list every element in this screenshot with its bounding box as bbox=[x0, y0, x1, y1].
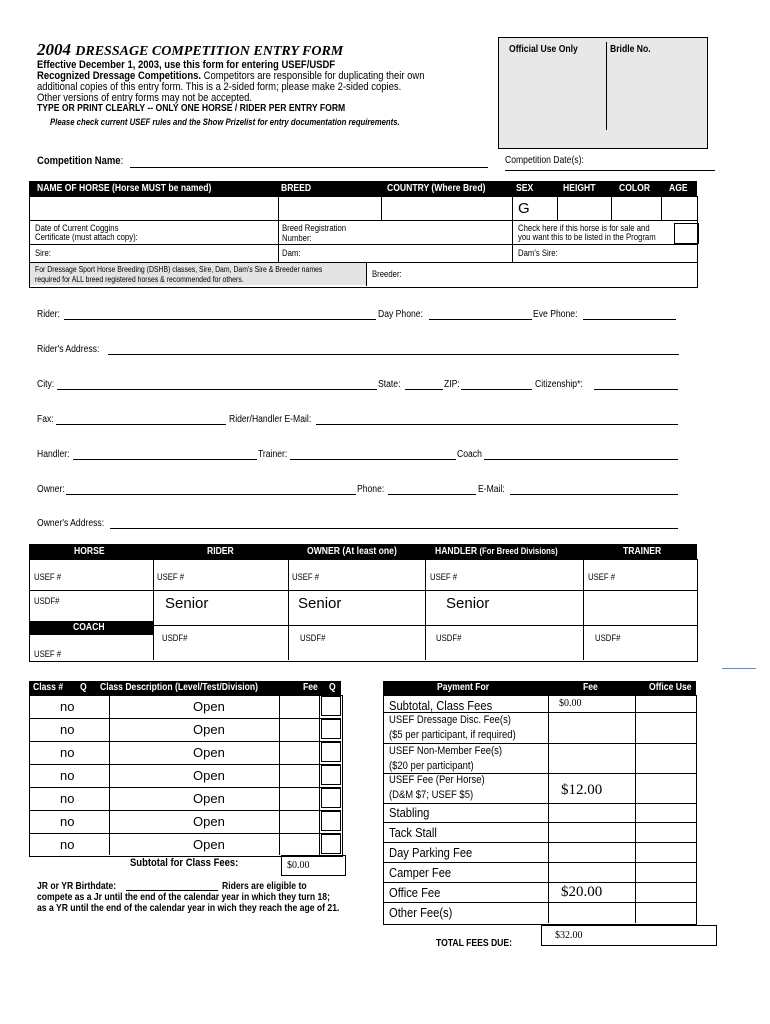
handler-usdf-label: USDF# bbox=[436, 633, 462, 643]
day-phone-label: Day Phone: bbox=[378, 309, 423, 320]
class-subtotal-value: $0.00 bbox=[287, 860, 310, 871]
city-field[interactable] bbox=[57, 389, 377, 390]
breeder-label: Breeder: bbox=[372, 269, 402, 279]
class-number[interactable]: no bbox=[60, 837, 75, 852]
class-q-checkbox[interactable] bbox=[321, 811, 341, 831]
form-title-text: DRESSAGE COMPETITION ENTRY FORM bbox=[75, 44, 344, 59]
email-field[interactable] bbox=[316, 424, 678, 425]
day-phone-field[interactable] bbox=[429, 319, 532, 320]
pay-col-divider-2 bbox=[635, 695, 636, 923]
email-label: Rider/Handler E-Mail: bbox=[229, 414, 312, 425]
fax-label: Fax: bbox=[37, 414, 54, 425]
pay-camper-label: Camper Fee bbox=[389, 865, 452, 880]
citizenship-field[interactable] bbox=[594, 389, 678, 390]
intro-line-3: additional copies of this entry form. This is a 2-sided form; please make 2-sided copies. bbox=[37, 81, 402, 93]
state-label: State: bbox=[378, 379, 401, 390]
payment-row-divider bbox=[383, 882, 696, 883]
horse-header bbox=[29, 181, 697, 196]
class-row-divider bbox=[29, 764, 341, 765]
form-title bbox=[37, 40, 343, 60]
birthdate-field[interactable] bbox=[126, 890, 218, 891]
horse-col-divider-4 bbox=[557, 196, 558, 220]
member-col-divider-1 bbox=[153, 559, 154, 660]
member-col-divider-2 bbox=[288, 559, 289, 660]
pay-usef-label-1: USEF Fee (Per Horse) bbox=[389, 774, 485, 786]
pay-nonmember-label-2: ($20 per participant) bbox=[389, 760, 474, 772]
class-col-divider-3 bbox=[319, 695, 320, 855]
payment-row-divider bbox=[383, 743, 696, 744]
competition-name-label: Competition Name: bbox=[37, 155, 124, 167]
class-q-checkbox[interactable] bbox=[321, 834, 341, 854]
intro-line-5: TYPE OR PRINT CLEARLY -- ONLY ONE HORSE / RIDER PER ENTRY FORM bbox=[37, 103, 346, 114]
class-row-divider bbox=[29, 787, 341, 788]
handler-member-col: HANDLER (For Breed Divisions) bbox=[435, 546, 558, 557]
city-label: City: bbox=[37, 379, 55, 390]
class-description[interactable]: Open bbox=[193, 837, 225, 852]
intro-line-1: Effective December 1, 2003, use this form for entering USEF/USDF bbox=[37, 59, 336, 71]
horse-name-col: NAME OF HORSE (Horse MUST be named) bbox=[37, 183, 212, 194]
class-fee-col: Fee bbox=[303, 682, 318, 693]
birthdate-note-2: compete as a Jr until the end of the calendar year in which they turn 18; bbox=[37, 892, 330, 903]
handler-field[interactable] bbox=[73, 459, 257, 460]
pay-disc-label-1: USEF Dressage Disc. Fee(s) bbox=[389, 714, 511, 726]
intro-line-2: Recognized Dressage Competitions. Competitors are responsible for duplicating their own bbox=[37, 70, 425, 82]
dshb-note-1: For Dressage Sport Horse Breeding (DSHB) classes, Sire, Dam, Dam's Sire & Breeder names bbox=[35, 265, 323, 274]
class-number[interactable]: no bbox=[60, 699, 75, 714]
rider-field[interactable] bbox=[64, 319, 376, 320]
for-sale-label-1: Check here if this horse is for sale and bbox=[518, 223, 650, 233]
rider-label: Rider: bbox=[37, 309, 60, 320]
class-num-col: Class # bbox=[33, 682, 64, 693]
pay-office-value: $20.00 bbox=[561, 884, 603, 900]
membership-header bbox=[29, 544, 697, 559]
pay-stabling-label: Stabling bbox=[389, 805, 430, 820]
rider-member-col: RIDER bbox=[207, 546, 234, 557]
zip-field[interactable] bbox=[461, 389, 532, 390]
payment-row-divider bbox=[383, 902, 696, 903]
class-q-checkbox[interactable] bbox=[321, 765, 341, 785]
class-number[interactable]: no bbox=[60, 722, 75, 737]
coach-usef-label: USEF # bbox=[34, 649, 62, 659]
riders-address-field[interactable] bbox=[108, 354, 679, 355]
horse-col-divider-2 bbox=[381, 196, 382, 220]
payment-row-divider bbox=[383, 822, 696, 823]
member-row-divider-2 bbox=[153, 625, 697, 626]
age-col: AGE bbox=[669, 183, 688, 194]
payment-row-divider bbox=[383, 803, 696, 804]
zip-label: ZIP: bbox=[444, 379, 460, 390]
payment-header bbox=[383, 681, 696, 695]
owner-field[interactable] bbox=[66, 494, 356, 495]
class-description[interactable]: Open bbox=[193, 699, 225, 714]
class-description[interactable]: Open bbox=[193, 814, 225, 829]
coach-col: COACH bbox=[73, 622, 105, 633]
class-number[interactable]: no bbox=[60, 814, 75, 829]
coach-header bbox=[29, 621, 153, 635]
pay-office-label: Office Fee bbox=[389, 885, 441, 900]
horse-col-divider-1 bbox=[278, 196, 279, 262]
pay-subtotal-label: Subtotal, Class Fees bbox=[389, 698, 493, 713]
class-q-checkbox[interactable] bbox=[321, 719, 341, 739]
competition-dates-label: Competition Date(s): bbox=[505, 155, 584, 166]
email2-label: E-Mail: bbox=[478, 484, 505, 495]
class-number[interactable]: no bbox=[60, 745, 75, 760]
rider-status-value[interactable]: Senior bbox=[165, 595, 209, 612]
handler-usef-label: USEF # bbox=[430, 572, 458, 582]
class-row-divider bbox=[29, 810, 341, 811]
horse-col-divider-7 bbox=[366, 262, 367, 286]
horse-sex-value[interactable]: G bbox=[518, 200, 530, 217]
breed-reg-label-1: Breed Registration bbox=[282, 223, 347, 233]
trainer-member-col: TRAINER bbox=[623, 546, 662, 557]
class-number[interactable]: no bbox=[60, 768, 75, 783]
member-col-divider-3 bbox=[425, 559, 426, 660]
handler-status-value[interactable]: Senior bbox=[446, 595, 490, 612]
class-q-col: Q bbox=[80, 682, 87, 693]
class-q-checkbox[interactable] bbox=[321, 742, 341, 762]
member-row-divider-1 bbox=[29, 590, 697, 591]
trainer-usdf-label: USDF# bbox=[595, 633, 621, 643]
fax-field[interactable] bbox=[56, 424, 226, 425]
intro-line-4: Other versions of entry forms may not be accepted. bbox=[37, 92, 253, 104]
pay-tack-label: Tack Stall bbox=[389, 825, 437, 840]
pay-usef-label-2: (D&M $7; USEF $5) bbox=[389, 789, 474, 801]
owner-label: Owner: bbox=[37, 484, 65, 495]
intro-line-6: Please check current USEF rules and the Show Prizelist for entry documentation requirements. bbox=[50, 117, 400, 127]
birthdate-eligible: Riders are eligible to bbox=[222, 881, 307, 892]
class-desc-col: Class Description (Level/Test/Division) bbox=[100, 682, 259, 693]
breed-reg-label-2: Number: bbox=[282, 233, 312, 243]
pay-col-divider-1 bbox=[548, 695, 549, 923]
coach-label: Coach bbox=[457, 449, 482, 460]
class-q2-col: Q bbox=[329, 682, 336, 693]
class-q-checkbox[interactable] bbox=[321, 788, 341, 808]
official-divider bbox=[606, 42, 607, 130]
classes-header bbox=[29, 681, 341, 695]
payment-row-divider bbox=[383, 862, 696, 863]
total-label: TOTAL FEES DUE: bbox=[436, 938, 512, 949]
payment-office-col: Office Use bbox=[649, 682, 692, 693]
horse-row-divider-2 bbox=[29, 244, 697, 245]
horse-col-divider-5 bbox=[611, 196, 612, 220]
horse-col-divider-3 bbox=[512, 196, 513, 262]
horse-usdf-label: USDF# bbox=[34, 596, 60, 606]
horse-row-divider-1 bbox=[29, 220, 697, 221]
height-col: HEIGHT bbox=[563, 183, 596, 194]
owner-phone-field[interactable] bbox=[388, 494, 476, 495]
trainer-usef-label: USEF # bbox=[588, 572, 616, 582]
owner-member-col: OWNER (At least one) bbox=[307, 546, 397, 557]
coggins-label-1: Date of Current Coggins bbox=[35, 223, 119, 233]
rider-usef-label: USEF # bbox=[157, 572, 185, 582]
class-description[interactable]: Open bbox=[193, 722, 225, 737]
bridle-label: Bridle No. bbox=[610, 44, 651, 55]
coach-field[interactable] bbox=[484, 459, 678, 460]
class-row-divider bbox=[29, 833, 341, 834]
pay-disc-label-2: ($5 per participant, if required) bbox=[389, 729, 516, 741]
class-description[interactable]: Open bbox=[193, 791, 225, 806]
horse-col-divider-6 bbox=[661, 196, 662, 220]
breed-col: BREED bbox=[281, 183, 312, 194]
competition-dates-field[interactable] bbox=[505, 170, 715, 171]
dshb-note-2: required for ALL breed registered horses & recommended for others. bbox=[35, 275, 244, 284]
pay-subtotal-value: $0.00 bbox=[559, 698, 582, 709]
payment-fee-col: Fee bbox=[583, 682, 598, 693]
coggins-label-2: Certificate (must attach copy): bbox=[35, 232, 138, 242]
birthdate-note-3: as a YR until the end of the calendar year in wich they reach the age of 21. bbox=[37, 903, 340, 914]
pay-usef-value: $12.00 bbox=[561, 782, 603, 798]
horse-usef-label: USEF # bbox=[34, 572, 62, 582]
owner-usef-label: USEF # bbox=[292, 572, 320, 582]
class-number[interactable]: no bbox=[60, 791, 75, 806]
citizenship-label: Citizenship*: bbox=[535, 379, 583, 390]
state-field[interactable] bbox=[405, 389, 443, 390]
class-q-checkbox[interactable] bbox=[321, 696, 341, 716]
trainer-label: Trainer: bbox=[258, 449, 288, 460]
pay-other-label: Other Fee(s) bbox=[389, 905, 453, 920]
owner-usdf-label: USDF# bbox=[300, 633, 326, 643]
class-row-divider bbox=[29, 741, 341, 742]
owners-address-label: Owner's Address: bbox=[37, 518, 105, 529]
sire-label: Sire: bbox=[35, 248, 51, 258]
margin-mark bbox=[722, 668, 756, 669]
class-row-divider bbox=[29, 718, 341, 719]
official-use-label: Official Use Only bbox=[509, 44, 578, 55]
owner-status-value[interactable]: Senior bbox=[298, 595, 342, 612]
for-sale-checkbox[interactable] bbox=[674, 223, 699, 244]
class-description[interactable]: Open bbox=[193, 768, 225, 783]
pay-nonmember-label-1: USEF Non-Member Fee(s) bbox=[389, 745, 503, 757]
dam-label: Dam: bbox=[282, 248, 301, 258]
class-description[interactable]: Open bbox=[193, 745, 225, 760]
country-col: COUNTRY (Where Bred) bbox=[387, 183, 486, 194]
for-sale-label-2: you want this to be listed in the Program bbox=[518, 232, 656, 242]
eve-phone-label: Eve Phone: bbox=[533, 309, 578, 320]
birthdate-label: JR or YR Birthdate: bbox=[37, 881, 117, 892]
owner-email-field[interactable] bbox=[510, 494, 678, 495]
phone-label: Phone: bbox=[357, 484, 385, 495]
riders-address-label: Rider's Address: bbox=[37, 344, 100, 355]
eve-phone-field[interactable] bbox=[583, 319, 676, 320]
dams-sire-label: Dam's Sire: bbox=[518, 248, 558, 258]
sex-col: SEX bbox=[516, 183, 534, 194]
horse-member-col: HORSE bbox=[74, 546, 105, 557]
handler-label: Handler: bbox=[37, 449, 70, 460]
class-col-divider-2 bbox=[279, 695, 280, 855]
owners-address-field[interactable] bbox=[110, 528, 678, 529]
competition-name-field[interactable] bbox=[130, 167, 488, 168]
class-col-divider-1 bbox=[109, 695, 110, 855]
form-year: 2004 bbox=[37, 40, 71, 59]
pay-day-parking-label: Day Parking Fee bbox=[389, 845, 473, 860]
payment-for-col: Payment For bbox=[437, 682, 490, 693]
color-col: COLOR bbox=[619, 183, 651, 194]
trainer-field[interactable] bbox=[290, 459, 456, 460]
member-col-divider-4 bbox=[583, 559, 584, 660]
payment-row-divider bbox=[383, 842, 696, 843]
rider-usdf-label: USDF# bbox=[162, 633, 188, 643]
class-subtotal-label: Subtotal for Class Fees: bbox=[130, 857, 239, 869]
total-value: $32.00 bbox=[555, 930, 583, 941]
